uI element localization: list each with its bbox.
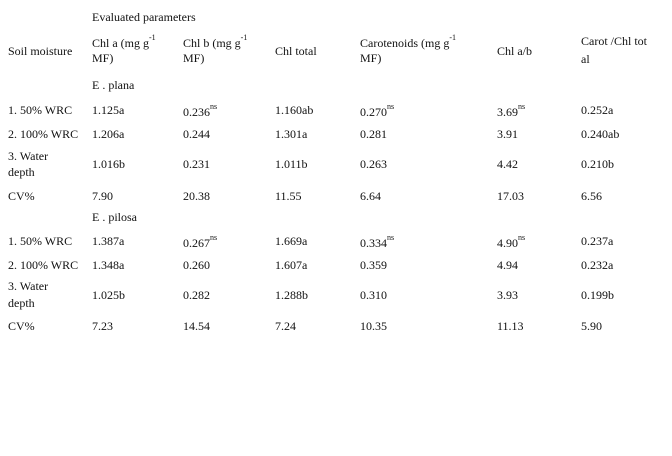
cell-chl-b: 0.282 xyxy=(183,288,210,302)
row-label: 1. 50% WRC xyxy=(8,234,73,248)
cell-carotenoids: $0.334^{ns}$ xyxy=(360,233,395,250)
cell-carot-chl: 0.232a xyxy=(581,258,614,272)
cell-chl-ab: 17.03 xyxy=(497,189,524,203)
cell-chl-b: $0.236^{ns}$ xyxy=(183,102,218,119)
cell-chl-b: 0.231 xyxy=(183,157,210,171)
cell-chl-total: 7.24 xyxy=(275,319,296,333)
cell-carotenoids: $0.270^{ns}$ xyxy=(360,102,395,119)
row-header-soil-moisture: Soil moisture xyxy=(8,44,73,58)
cell-carot-chl: 0.240ab xyxy=(581,127,620,141)
cell-chl-a: 1.025b xyxy=(92,288,125,302)
cell-carotenoids: 0.263 xyxy=(360,157,387,171)
cell-chl-b: 0.244 xyxy=(183,127,210,141)
cell-carotenoids: 0.359 xyxy=(360,258,387,272)
table-title: Evaluated parameters xyxy=(92,10,196,24)
header-chl-a: Chl a (mg $g^{-1}$ xyxy=(92,33,156,50)
cell-chl-total: 1.669a xyxy=(275,234,308,248)
cell-chl-total: 1.288b xyxy=(275,288,308,302)
header-carot-chl-cont: al xyxy=(581,52,590,66)
cell-chl-ab: 11.13 xyxy=(497,319,524,333)
cell-chl-ab: 4.94 xyxy=(497,258,518,272)
header-chl-a-unit: MF) xyxy=(92,51,114,65)
cell-chl-b: 20.38 xyxy=(183,189,210,203)
row-label: 1. 50% WRC xyxy=(8,103,73,117)
cell-chl-a: 1.387a xyxy=(92,234,125,248)
species-label-pilosa: E . pilosa xyxy=(92,210,137,224)
cell-chl-b: $0.267^{ns}$ xyxy=(183,233,218,250)
header-chl-b-unit: MF) xyxy=(183,51,205,65)
cell-chl-ab: 3.91 xyxy=(497,127,518,141)
cell-chl-total: 1.011b xyxy=(275,157,308,171)
cell-chl-a: 1.016b xyxy=(92,157,125,171)
cell-chl-b: 14.54 xyxy=(183,319,210,333)
cell-chl-total: 1.607a xyxy=(275,258,308,272)
cell-chl-ab: $4.90^{ns}$ xyxy=(497,233,526,250)
cell-carot-chl: 0.210b xyxy=(581,157,614,171)
row-label: 3. Water xyxy=(8,149,49,163)
row-label: 2. 100% WRC xyxy=(8,258,79,272)
cell-carot-chl: 5.90 xyxy=(581,319,602,333)
cell-carot-chl: 0.199b xyxy=(581,288,614,302)
header-carot-chl: Carot /Chl tot xyxy=(581,34,647,48)
row-label: CV% xyxy=(8,189,35,203)
cell-carot-chl: 0.237a xyxy=(581,234,614,248)
header-chl-ab: Chl a/b xyxy=(497,44,532,58)
cell-chl-a: 1.206a xyxy=(92,127,125,141)
cell-chl-a: 1.348a xyxy=(92,258,125,272)
cell-chl-a: 7.23 xyxy=(92,319,113,333)
cell-chl-total: 1.160ab xyxy=(275,103,314,117)
row-label-cont: depth xyxy=(8,296,35,310)
cell-chl-ab: 3.93 xyxy=(497,288,518,302)
cell-chl-total: 1.301a xyxy=(275,127,308,141)
header-chl-total: Chl total xyxy=(275,44,317,58)
cell-carotenoids: 10.35 xyxy=(360,319,387,333)
cell-carotenoids: 0.281 xyxy=(360,127,387,141)
row-label: CV% xyxy=(8,319,35,333)
species-label-plana: E . plana xyxy=(92,78,135,92)
header-carotenoids: Carotenoids (mg $g^{-1}$ xyxy=(360,33,456,50)
cell-chl-ab: 4.42 xyxy=(497,157,518,171)
cell-carotenoids: 6.64 xyxy=(360,189,381,203)
cell-chl-a: 1.125a xyxy=(92,103,125,117)
header-chl-b: Chl b (mg $g^{-1}$ xyxy=(183,33,248,50)
cell-chl-total: 11.55 xyxy=(275,189,302,203)
cell-carot-chl: 0.252a xyxy=(581,103,614,117)
cell-carot-chl: 6.56 xyxy=(581,189,602,203)
cell-chl-b: 0.260 xyxy=(183,258,210,272)
row-label-cont: depth xyxy=(8,165,35,179)
header-carotenoids-unit: MF) xyxy=(360,51,382,65)
cell-carotenoids: 0.310 xyxy=(360,288,387,302)
cell-chl-ab: $3.69^{ns}$ xyxy=(497,102,526,119)
row-label: 3. Water xyxy=(8,279,49,293)
cell-chl-a: 7.90 xyxy=(92,189,113,203)
row-label: 2. 100% WRC xyxy=(8,127,79,141)
